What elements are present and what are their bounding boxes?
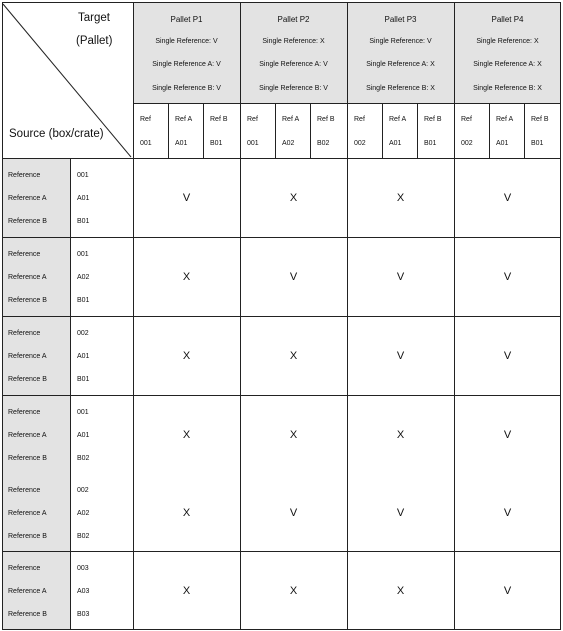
row-label: Reference — [8, 251, 41, 258]
grid-line-v — [382, 103, 383, 158]
pallet-title: Pallet P3 — [384, 15, 417, 24]
row-label: Reference — [8, 487, 41, 494]
grid-line-h — [2, 2, 561, 3]
row-value: 001 — [77, 251, 89, 258]
target-label: Target — [78, 12, 110, 24]
row-value: A01 — [77, 195, 90, 202]
row-label: Reference B — [8, 297, 47, 304]
ref-value: 001 — [140, 140, 152, 147]
ref-header: Ref A — [282, 116, 300, 123]
row-label: Reference A — [8, 588, 47, 595]
ref-value: B01 — [531, 140, 544, 147]
ref-value: A01 — [496, 140, 509, 147]
match-mark: X — [289, 192, 298, 204]
match-mark: V — [503, 585, 512, 597]
row-label: Reference — [8, 330, 41, 337]
match-mark: V — [503, 192, 512, 204]
ref-header: Ref — [461, 116, 472, 123]
ref-value: 002 — [461, 140, 473, 147]
ref-header: Ref A — [389, 116, 407, 123]
pallet-rule-single: Single Reference: X — [476, 38, 539, 45]
grid-line-v — [524, 103, 525, 158]
ref-header: Ref — [140, 116, 151, 123]
pallet-rule-b: Single Reference B: X — [366, 85, 435, 92]
pallet-rule-a: Single Reference A: X — [473, 61, 542, 68]
row-label: Reference B — [8, 376, 47, 383]
match-mark: X — [289, 429, 298, 441]
ref-value: A02 — [282, 140, 295, 147]
source-label: Source (box/crate) — [9, 128, 104, 140]
match-mark: V — [503, 271, 512, 283]
grid-line-v — [70, 158, 71, 629]
match-mark: X — [289, 585, 298, 597]
match-mark: V — [503, 507, 512, 519]
row-value: 002 — [77, 487, 89, 494]
grid-line-h — [2, 158, 560, 159]
row-label: Reference A — [8, 195, 47, 202]
row-value: B03 — [77, 611, 90, 618]
row-value: A02 — [77, 510, 90, 517]
ref-value: 002 — [354, 140, 366, 147]
grid-line-h — [2, 629, 561, 630]
row-value: A01 — [77, 432, 90, 439]
pallet-rule-single: Single Reference: V — [155, 38, 218, 45]
row-value: 002 — [77, 330, 89, 337]
ref-header: Ref A — [175, 116, 193, 123]
ref-value: A01 — [175, 140, 188, 147]
row-value: 001 — [77, 409, 89, 416]
grid-line-v — [560, 2, 561, 629]
match-mark: X — [396, 192, 405, 204]
target-sub-label: (Pallet) — [76, 35, 113, 47]
match-mark: X — [396, 585, 405, 597]
match-mark: V — [503, 350, 512, 362]
row-value: A01 — [77, 353, 90, 360]
ref-header: Ref — [247, 116, 258, 123]
ref-header: Ref B — [210, 116, 228, 123]
pallet-title: Pallet P1 — [170, 15, 203, 24]
match-mark: X — [396, 429, 405, 441]
pallet-rule-single: Single Reference: V — [369, 38, 432, 45]
ref-header: Ref B — [531, 116, 549, 123]
grid-line-h — [2, 237, 560, 238]
match-mark: V — [396, 507, 405, 519]
match-mark: V — [289, 271, 298, 283]
grid-line-h — [2, 551, 560, 552]
pallet-rule-b: Single Reference B: X — [473, 85, 542, 92]
match-mark: V — [289, 507, 298, 519]
row-value: A02 — [77, 274, 90, 281]
row-value: A03 — [77, 588, 90, 595]
ref-header: Ref B — [424, 116, 442, 123]
grid-line-v — [489, 103, 490, 158]
ref-header: Ref A — [496, 116, 514, 123]
pallet-rule-a: Single Reference A: X — [366, 61, 435, 68]
ref-value: B01 — [210, 140, 223, 147]
match-mark: V — [503, 429, 512, 441]
match-mark: X — [182, 350, 191, 362]
match-mark: V — [396, 350, 405, 362]
row-value: 003 — [77, 565, 89, 572]
match-mark: V — [182, 192, 191, 204]
ref-header: Ref — [354, 116, 365, 123]
grid-line-h — [2, 316, 560, 317]
pallet-title: Pallet P4 — [491, 15, 524, 24]
grid-line-h — [2, 395, 560, 396]
ref-value: 001 — [247, 140, 259, 147]
row-label: Reference A — [8, 274, 47, 281]
row-value: 001 — [77, 172, 89, 179]
pallet-rule-a: Single Reference A: V — [152, 61, 221, 68]
row-value: B01 — [77, 297, 90, 304]
grid-line-v — [168, 103, 169, 158]
pallet-rule-a: Single Reference A: V — [259, 61, 328, 68]
match-mark: X — [182, 271, 191, 283]
row-label: Reference A — [8, 510, 47, 517]
match-mark: X — [182, 429, 191, 441]
row-value: B02 — [77, 533, 90, 540]
ref-value: A01 — [389, 140, 402, 147]
row-label: Reference B — [8, 611, 47, 618]
grid-line-v — [275, 103, 276, 158]
row-label: Reference B — [8, 455, 47, 462]
match-mark: V — [396, 271, 405, 283]
row-value: B01 — [77, 218, 90, 225]
grid-line-v — [310, 103, 311, 158]
ref-header: Ref B — [317, 116, 335, 123]
grid-line-v — [417, 103, 418, 158]
pallet-title: Pallet P2 — [277, 15, 310, 24]
row-label: Reference A — [8, 353, 47, 360]
row-label: Reference A — [8, 432, 47, 439]
pallet-rule-b: Single Reference B: V — [152, 85, 221, 92]
row-label: Reference — [8, 565, 41, 572]
row-label: Reference — [8, 172, 41, 179]
row-label: Reference B — [8, 218, 47, 225]
ref-value: B01 — [424, 140, 437, 147]
row-label: Reference B — [8, 533, 47, 540]
match-mark: X — [182, 585, 191, 597]
match-mark: X — [182, 507, 191, 519]
pallet-rule-b: Single Reference B: V — [259, 85, 328, 92]
grid-line-v — [203, 103, 204, 158]
pallet-rule-single: Single Reference: X — [262, 38, 325, 45]
ref-value: B02 — [317, 140, 330, 147]
match-mark: X — [289, 350, 298, 362]
row-label: Reference — [8, 409, 41, 416]
row-value: B02 — [77, 455, 90, 462]
row-value: B01 — [77, 376, 90, 383]
